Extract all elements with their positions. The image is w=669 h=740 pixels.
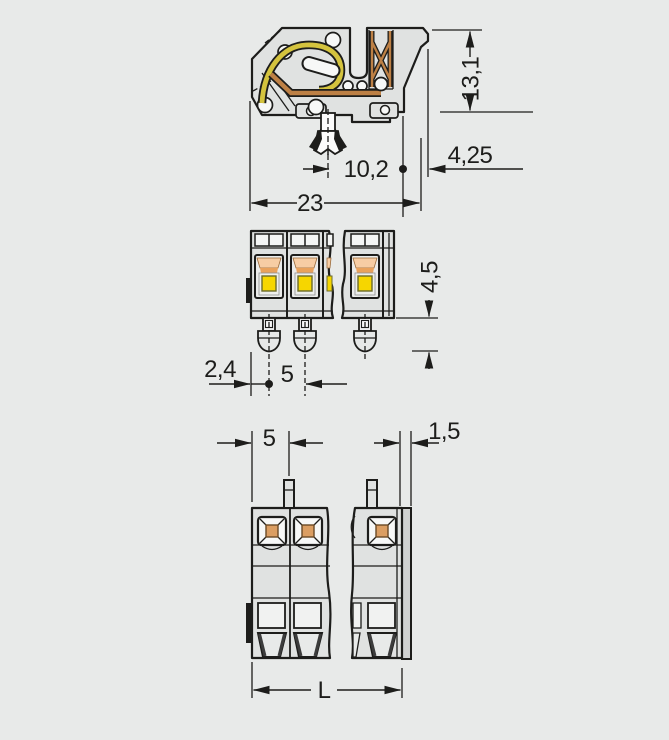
dim-label-23: 23 bbox=[297, 190, 323, 217]
strain-relief-tabs bbox=[284, 480, 377, 508]
wire-entry-2 bbox=[294, 517, 322, 545]
top-marking-slots bbox=[255, 234, 379, 246]
dim-label-10-2: 10,2 bbox=[343, 156, 389, 183]
wire-entry-3 bbox=[368, 517, 396, 545]
side-view bbox=[250, 28, 533, 217]
dim-label-5-pole-pitch: 5 bbox=[262, 425, 276, 452]
side-latch-tab bbox=[246, 278, 252, 303]
dim-label-13-1: 13,1 bbox=[457, 56, 485, 102]
side-latch-tab bbox=[246, 603, 253, 643]
clamp-unit-2 bbox=[291, 255, 319, 298]
front-view bbox=[204, 231, 443, 396]
dim-label-5-pitch: 5 bbox=[280, 361, 294, 388]
dim-reference-dot bbox=[265, 380, 273, 388]
clamp-unit-3 bbox=[351, 255, 379, 298]
end-plate bbox=[402, 508, 411, 659]
clamp-unit-1 bbox=[255, 255, 283, 298]
dim-label-L: L bbox=[317, 677, 331, 704]
pin-3 bbox=[354, 314, 376, 362]
dim-label-2-4: 2,4 bbox=[204, 356, 236, 383]
top-view bbox=[217, 418, 460, 704]
dim-label-1-5: 1,5 bbox=[428, 418, 460, 445]
dim-label-4-25: 4,25 bbox=[447, 142, 493, 169]
dim-reference-dot bbox=[399, 165, 407, 173]
dim-label-4-5: 4,5 bbox=[416, 261, 444, 293]
wire-entry-1 bbox=[258, 517, 286, 545]
clamp-units bbox=[255, 255, 379, 298]
